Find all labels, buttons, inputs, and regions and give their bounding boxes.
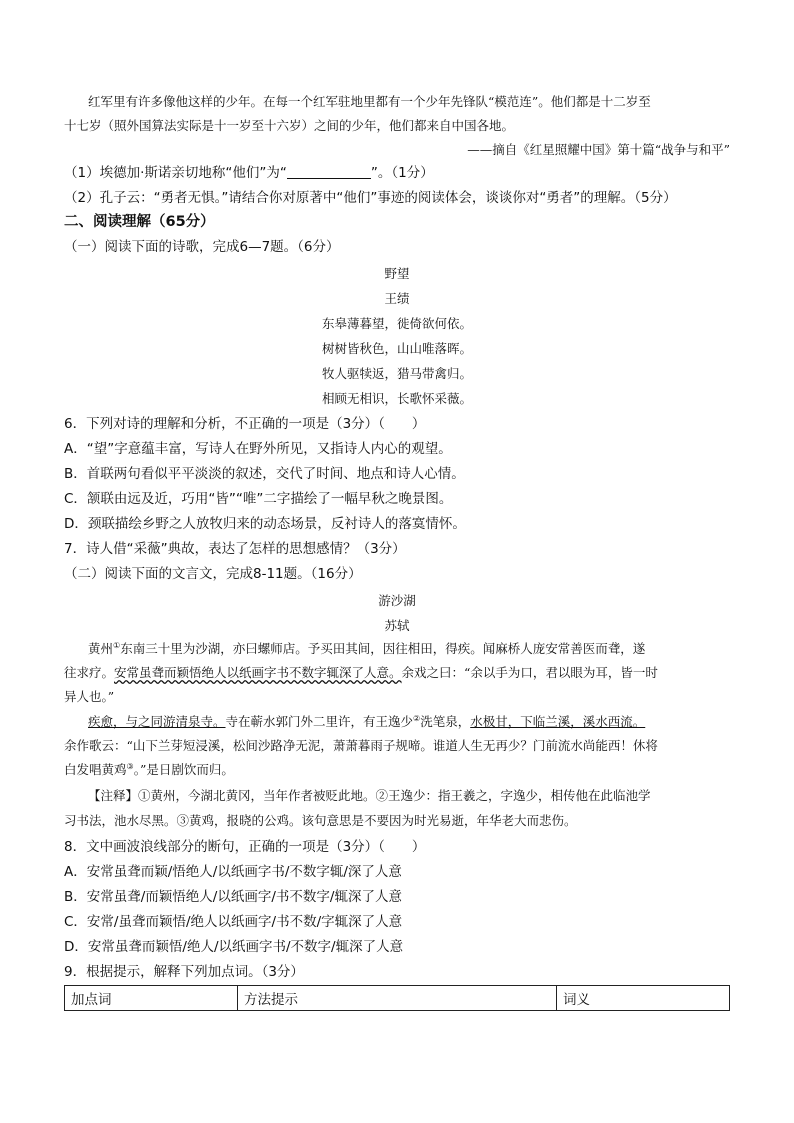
note-mark-1: ① — [113, 640, 121, 650]
note-mark-2: ② — [413, 713, 421, 723]
section-2-title: 二、阅读理解（65分） — [64, 214, 215, 230]
annotation-line-2: 习书法，池水尽黑。③黄鸡，报晓的公鸡。该句意思是不要因为时光易逝，年华老大而悲伤。 — [64, 813, 577, 828]
prose-p1-line-2 — [64, 663, 658, 683]
question-part-1-text: （1）埃德加·斯诺亲切地称“他们”为“ — [64, 165, 287, 181]
vocab-table — [64, 985, 730, 1011]
prose-text: 东南三十里为沙湖，亦曰螺师店。予买田其间，因往相田，得疾。闻麻桥人庞安常善医而聋，遂 — [120, 641, 646, 656]
prose-text: 。”是日剧饮而归。 — [133, 762, 234, 777]
prose-p2-line-3 — [64, 760, 234, 780]
prose-text: 往求疗。 — [64, 665, 115, 680]
wavy-underlined-sentence: 安常虽聋而颖悟绝人以纸画字书不数字辄深了人意。 — [114, 665, 402, 680]
question-7: 7．诗人借“采薇”典故，表达了怎样的思想感情？（3分） — [64, 541, 406, 557]
prose-author: 苏轼 — [384, 618, 410, 633]
annotation-line-1: 【注释】①黄州，今湖北黄冈，当年作者被贬此地。②王逸少：指王羲之，字逸少，相传他在此临池学 — [88, 788, 651, 803]
table-header-word: 加点词 — [65, 986, 238, 1011]
note-mark-3: ③ — [126, 761, 134, 771]
passage-line-1: 红军里有许多像他这样的少年。在每一个红军驻地里都有一个少年先锋队“模范连”。他们都是十二岁至 — [88, 94, 651, 109]
passage-source: ——摘自《红星照耀中国》第十篇“战争与和平” — [467, 142, 730, 157]
question-8-stem: 8．文中画波浪线部分的断句，正确的一项是（3分）（ ） — [64, 839, 426, 855]
poem-title: 野望 — [384, 266, 410, 281]
question-8-option-b: B．安常虽聋/而颖悟绝人/以纸画字/书不数字/辄深了人意 — [64, 889, 402, 905]
question-part-1-end: ”。（1分） — [370, 165, 434, 181]
poem-line-3: 牧人驱犊返，猎马带禽归。 — [321, 366, 472, 381]
prose-text: 黄州 — [88, 641, 114, 656]
prose-p2-line-1 — [88, 712, 645, 732]
prose-text: 白发唱黄鸡 — [64, 762, 127, 777]
answer-blank — [287, 164, 371, 179]
question-8-option-c: C．安常/虽聋而颖悟/绝人以纸画字/书不数/字辄深了人意 — [64, 914, 403, 930]
question-8-option-a: A．安常虽聋而颖/悟绝人/以纸画字书/不数字辄/深了人意 — [64, 864, 402, 880]
passage-line-2: 十七岁（照外国算法实际是十一岁至十六岁）之间的少年，他们都来自中国各地。 — [64, 118, 515, 133]
poem-line-2: 树树皆秋色，山山唯落晖。 — [321, 341, 472, 356]
subsection-1-instruction: （一）阅读下面的诗歌，完成6—7题。（6分） — [64, 239, 340, 255]
question-6-option-b: B．首联两句看似平平淡淡的叙述，交代了时间、地点和诗人心情。 — [64, 466, 465, 482]
question-8-option-d: D．安常虽聋而颖悟/绝人/以纸画字书/不数字/辄深了人意 — [64, 939, 404, 955]
subsection-2-instruction: （二）阅读下面的文言文，完成8-11题。（16分） — [64, 566, 362, 582]
question-6-option-c: C．颔联由远及近，巧用“皆”“唯”二字描绘了一幅早秋之晚景图。 — [64, 491, 453, 507]
question-9-stem: 9．根据提示，解释下列加点词。（3分） — [64, 964, 304, 980]
poem-author: 王绩 — [384, 291, 410, 306]
prose-title: 游沙湖 — [378, 593, 416, 608]
prose-p2-line-2: 余作歌云：“山下兰芽短浸溪，松间沙路净无泥，萧萧暮雨子规啼。谁道人生无再少？门前流水尚能西！休将 — [64, 738, 658, 753]
poem-line-4: 相顾无相识，长歌怀采薇。 — [321, 391, 472, 406]
question-6-option-a: A．“望”字意蕴丰富，写诗人在野外所见，又指诗人内心的观望。 — [64, 441, 452, 457]
table-header-meaning: 词义 — [557, 986, 730, 1011]
question-6-stem: 6．下列对诗的理解和分析，不正确的一项是（3分）（ ） — [64, 416, 426, 432]
underlined-sentence-1: 疾愈，与之同游清泉寺。 — [88, 714, 226, 729]
table-header-row — [65, 986, 730, 1011]
table-header-method: 方法提示 — [238, 986, 557, 1011]
prose-text: 寺在蕲水郭门外二里许，有王逸少 — [225, 714, 414, 729]
prose-p1-line-3: 异人也。” — [64, 689, 115, 704]
question-part-2: （2）孔子云：“勇者无惧。”请结合你对原著中“他们”事迹的阅读体会，谈谈你对“勇者”的理解。（5分） — [64, 190, 677, 206]
underlined-sentence-2: 水极甘，下临兰溪，溪水西流。 — [470, 714, 646, 729]
question-part-1 — [64, 163, 434, 183]
prose-text: 余戏之曰：“余以手为口，君以眼为耳，皆一时 — [401, 665, 658, 680]
prose-p1-line-1 — [88, 639, 645, 659]
prose-text: 洗笔泉， — [420, 714, 471, 729]
question-6-option-d: D．颈联描绘乡野之人放牧归来的动态场景，反衬诗人的落寞情怀。 — [64, 516, 466, 532]
poem-line-1: 东皋薄暮望，徙倚欲何依。 — [321, 316, 472, 331]
